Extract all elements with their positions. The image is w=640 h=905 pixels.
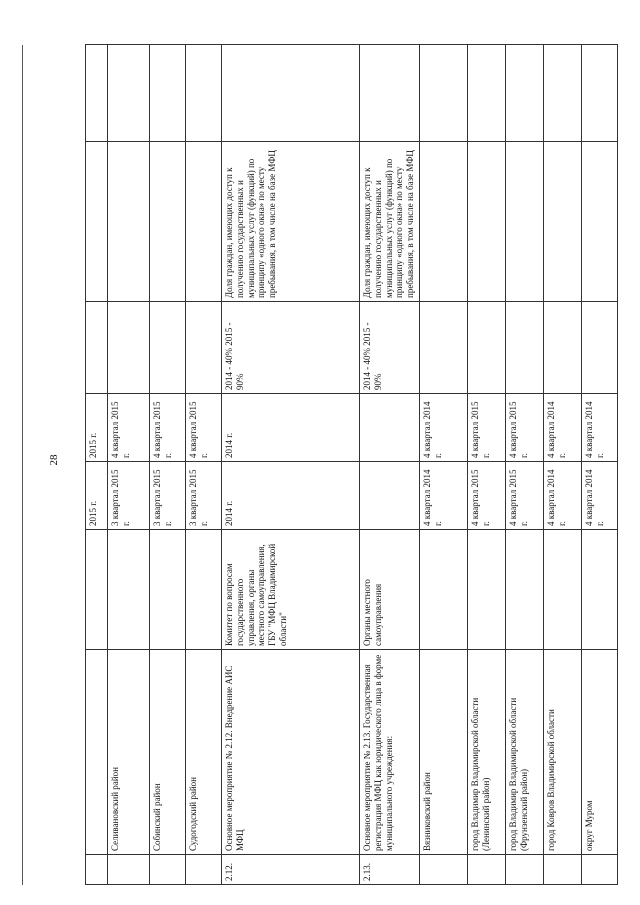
row-start-date: 4 квартал 2015 г. (506, 462, 544, 530)
row-target-value (544, 302, 582, 394)
row-indicator (468, 142, 506, 302)
row-responsible (506, 530, 544, 650)
table-row (420, 45, 468, 885)
row-number (150, 855, 186, 885)
row-end-date: 4 квартал 2014 г. (544, 394, 582, 462)
row-end-date (360, 394, 420, 462)
row-indicator (150, 142, 186, 302)
row-number (108, 855, 150, 885)
row-number: 2.13. (360, 855, 420, 885)
row-responsible (108, 530, 150, 650)
row-name: Собинский район (150, 650, 186, 855)
table-row (86, 45, 108, 885)
row-end-date: 4 квартал 2014 г. (420, 394, 468, 462)
row-blank (420, 45, 468, 142)
row-responsible: Комитет по вопросам государственного управления, органы местного самоуправления, ГБУ "МФЦ Владимирской области" (222, 530, 360, 650)
row-indicator (544, 142, 582, 302)
table-row (506, 45, 544, 885)
row-name (86, 650, 108, 855)
row-start-date: 3 квартал 2015 г. (150, 462, 186, 530)
table-row (222, 45, 360, 885)
row-start-date: 3 квартал 2015 г. (108, 462, 150, 530)
table-row (360, 45, 420, 885)
row-target-value (108, 302, 150, 394)
top-rule (22, 45, 23, 885)
page-number: 28 (48, 454, 60, 466)
row-end-date: 4 квартал 2015 г. (506, 394, 544, 462)
row-indicator: Доля граждан, имеющих доступ к получению государственных и муниципальных услуг (функций) по принципу «одного окна» по месту пребывания, в том числе на базе МФЦ (360, 142, 420, 302)
table-row (108, 45, 150, 885)
row-responsible (582, 530, 618, 650)
row-number (582, 855, 618, 885)
row-end-date: 4 квартал 2015 г. (468, 394, 506, 462)
row-blank (150, 45, 186, 142)
row-number (420, 855, 468, 885)
row-responsible (544, 530, 582, 650)
table-row (582, 45, 618, 885)
row-indicator (86, 142, 108, 302)
row-target-value (86, 302, 108, 394)
row-start-date: 4 квартал 2014 г. (582, 462, 618, 530)
row-name: Вязниковский район (420, 650, 468, 855)
row-name: округ Муром (582, 650, 618, 855)
table-row (468, 45, 506, 885)
row-responsible (468, 530, 506, 650)
row-blank (360, 45, 420, 142)
row-end-date: 4 квартал 2015 г. (108, 394, 150, 462)
row-target-value (468, 302, 506, 394)
row-number (186, 855, 222, 885)
row-end-date: 4 квартал 2014 г. (582, 394, 618, 462)
row-name: город Владимир Владимирской области (Ленинский район) (468, 650, 506, 855)
row-target-value: 2014 - 40% 2015 - 90% (360, 302, 420, 394)
row-start-date: 3 квартал 2015 г. (186, 462, 222, 530)
row-blank (582, 45, 618, 142)
table-row (150, 45, 186, 885)
row-end-date: 2014 г. (222, 394, 360, 462)
row-start-date: 2015 г. (86, 462, 108, 530)
row-number: 2.12. (222, 855, 360, 885)
row-blank (506, 45, 544, 142)
row-target-value (150, 302, 186, 394)
row-indicator (186, 142, 222, 302)
row-start-date: 4 квартал 2014 г. (420, 462, 468, 530)
row-name: Судогодский район (186, 650, 222, 855)
row-end-date: 4 квартал 2015 г. (150, 394, 186, 462)
row-indicator: Доля граждан, имеющих доступ к получению государственных и муниципальных услуг (функций) по принципу «одного окна» по месту пребывания, в том числе на базе МФЦ (222, 142, 360, 302)
row-name: город Владимир Владимирской области (Фрунзенский район) (506, 650, 544, 855)
row-blank (186, 45, 222, 142)
row-target-value (186, 302, 222, 394)
row-indicator (420, 142, 468, 302)
row-name: Селивановский район (108, 650, 150, 855)
row-start-date (360, 462, 420, 530)
row-responsible (86, 530, 108, 650)
row-blank (544, 45, 582, 142)
row-target-value (506, 302, 544, 394)
row-number (468, 855, 506, 885)
table-row (544, 45, 582, 885)
row-target-value: 2014 - 40% 2015 - 90% (222, 302, 360, 394)
row-blank (108, 45, 150, 142)
plan-table (85, 44, 618, 885)
row-start-date: 2014 г. (222, 462, 360, 530)
row-end-date: 2015 г. (86, 394, 108, 462)
row-blank (86, 45, 108, 142)
row-name: Основное мероприятие № 2.13. Государственная регистрация МФЦ как юридического лица в форме муниципального учреждения: (360, 650, 420, 855)
row-number (544, 855, 582, 885)
row-target-value (582, 302, 618, 394)
row-responsible: Органы местного самоуправления (360, 530, 420, 650)
row-number (86, 855, 108, 885)
row-end-date: 4 квартал 2015 г. (186, 394, 222, 462)
row-name: Основное мероприятие № 2.12. Внедрение АИС МФЦ (222, 650, 360, 855)
row-indicator (582, 142, 618, 302)
row-indicator (108, 142, 150, 302)
row-responsible (186, 530, 222, 650)
row-target-value (420, 302, 468, 394)
row-start-date: 4 квартал 2014 г. (544, 462, 582, 530)
row-responsible (150, 530, 186, 650)
row-indicator (506, 142, 544, 302)
row-blank (222, 45, 360, 142)
row-start-date: 4 квартал 2015 г. (468, 462, 506, 530)
table-row (186, 45, 222, 885)
row-responsible (420, 530, 468, 650)
row-name: город Ковров Владимирской области (544, 650, 582, 855)
row-blank (468, 45, 506, 142)
row-number (506, 855, 544, 885)
